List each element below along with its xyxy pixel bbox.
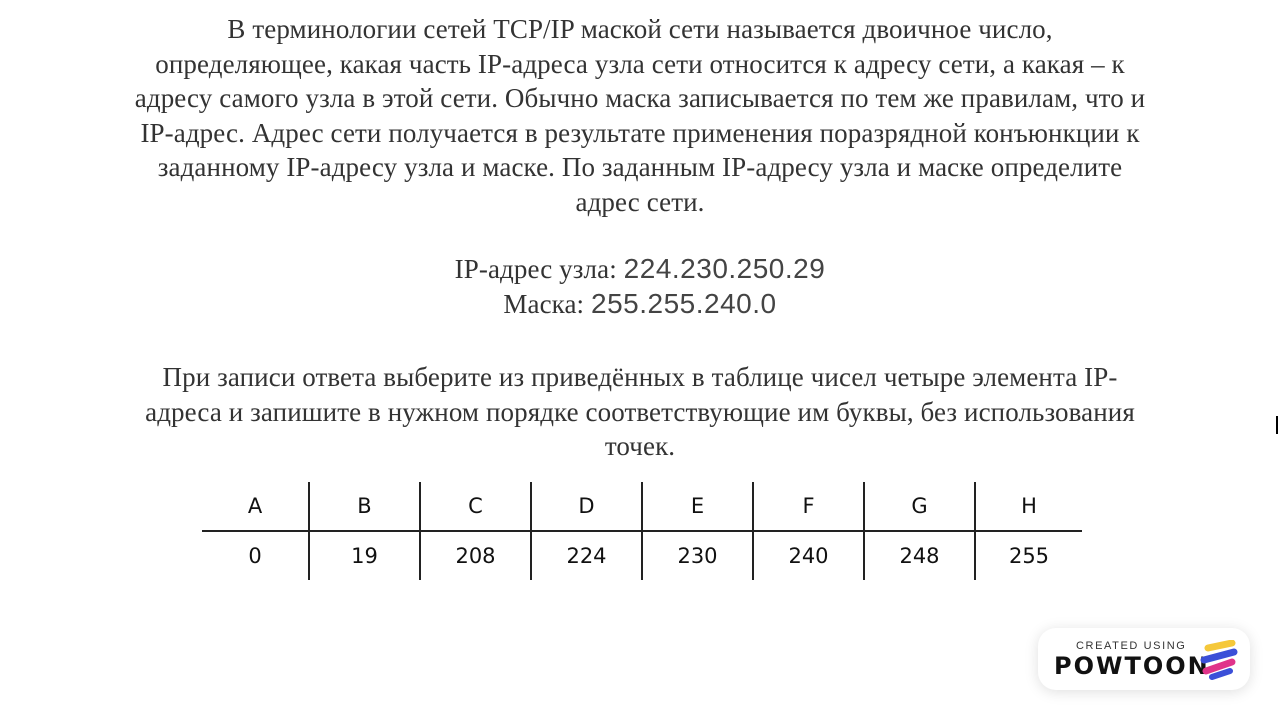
table-header-row (202, 482, 1082, 531)
mask-line (60, 287, 1220, 322)
table-value-row (202, 531, 1082, 580)
instruction-line: адреса и запишите в нужном порядке соответствующие им буквы, без использования (145, 396, 1135, 427)
mask-value: 255.255.240.0 (591, 287, 777, 319)
task-line: определяющее, какая часть IP-адреса узла сети относится к адресу сети, а какая – к (155, 48, 1125, 79)
instruction-line: При записи ответа выберите из приведённых в таблице чисел четыре элемента IP- (162, 362, 1118, 392)
task-line: адрес сети. (575, 186, 705, 217)
letter-cell-e: E (642, 482, 753, 531)
letter-cell-h: H (975, 482, 1082, 531)
letter-cell-f: F (753, 482, 864, 531)
instruction-line: точек. (604, 431, 676, 461)
logo-stripe-yellow (1208, 643, 1232, 648)
number-cell-b: 19 (309, 531, 420, 580)
number-cell-d: 224 (531, 531, 642, 580)
ip-address-label: IP-адрес узла: (454, 254, 617, 284)
text-cursor (1276, 416, 1278, 434)
powtoon-watermark[interactable] (1038, 628, 1250, 690)
answer-instruction (60, 360, 1220, 464)
letter-cell-c: C (420, 482, 531, 531)
ip-address-value: 224.230.250.29 (623, 253, 826, 284)
logo-stripe-blue-lower (1212, 671, 1230, 677)
letter-cell-g: G (864, 482, 975, 531)
number-cell-a: 0 (248, 544, 262, 568)
number-cell-h: 255 (975, 531, 1082, 580)
number-cell-e: 230 (642, 531, 753, 580)
ip-address-line (60, 252, 1220, 287)
watermark-brand: POWTOON (1054, 652, 1210, 680)
task-line: адресу самого узла в этой сети. Обычно маска записывается по тем же правилам, что и (134, 83, 1146, 113)
task-line: заданному IP-адресу узла и маске. По заданным IP-адресу узла и маске определите (157, 152, 1123, 182)
number-cell-f: 240 (753, 531, 864, 580)
mask-label: Маска: (503, 288, 585, 319)
letter-cell-a: A (202, 482, 309, 531)
number-cell-c: 208 (420, 531, 531, 580)
task-line: IP-адрес. Адрес сети получается в результате применения поразрядной конъюнкции к (140, 117, 1140, 148)
logo-stripe-blue (1204, 652, 1234, 660)
watermark-small-text: CREATED USING (1076, 640, 1187, 652)
given-values (60, 252, 1220, 321)
task-line: В терминологии сетей TCP/IP маской сети называется двоичное число, (227, 14, 1053, 44)
answer-options-table (202, 482, 1082, 580)
letter-cell-d: D (531, 482, 642, 531)
task-description (60, 12, 1220, 219)
powtoon-logo-icon (1198, 640, 1240, 680)
number-cell-g: 248 (864, 531, 975, 580)
letter-cell-b: B (309, 482, 420, 531)
